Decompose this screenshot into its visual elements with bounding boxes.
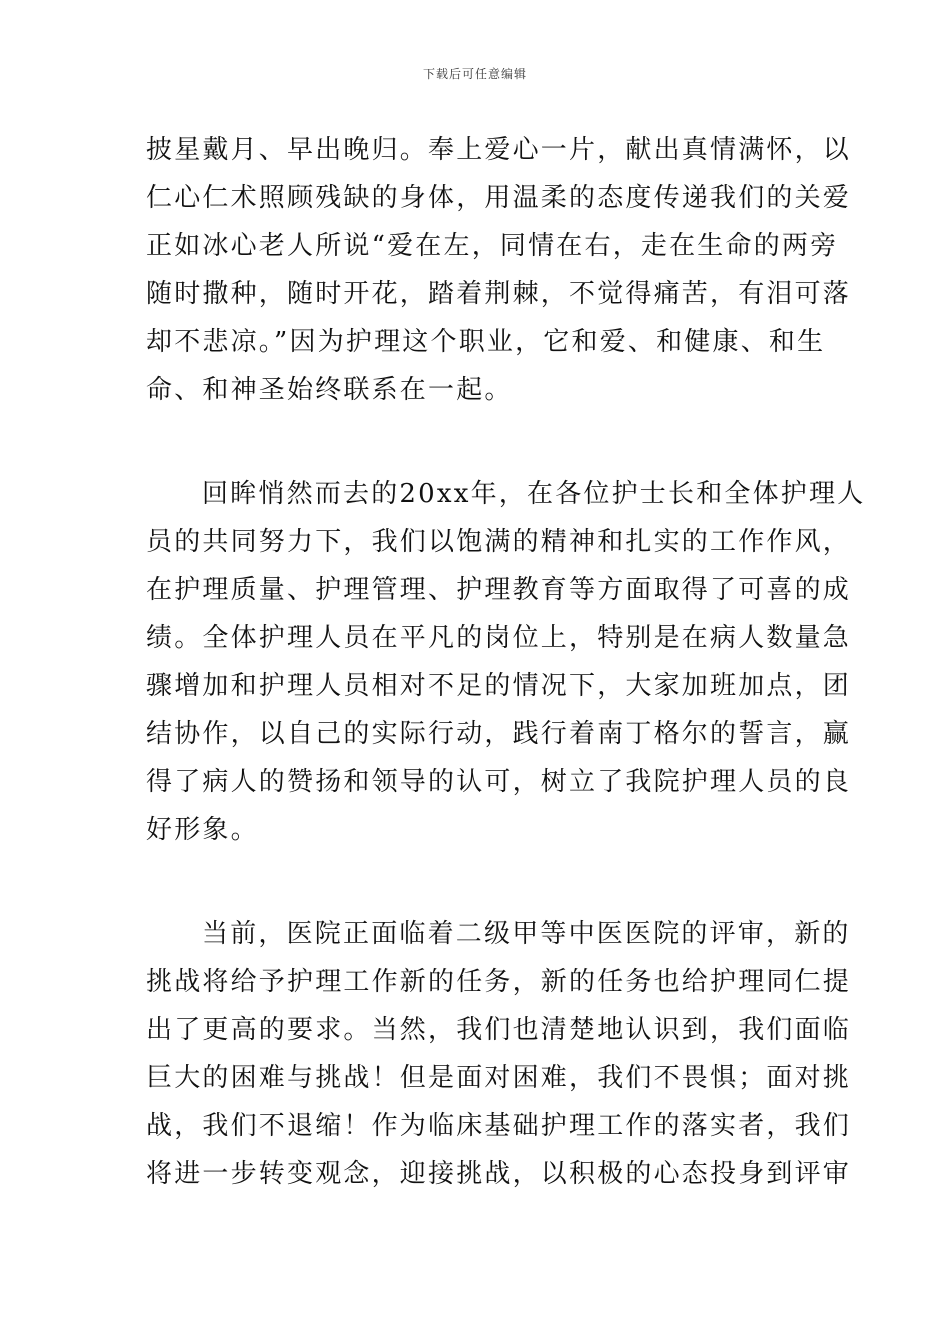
text-line: 将进一步转变观念，迎接挑战，以积极的心态投身到评审 (146, 1159, 852, 1189)
text-line: 结协作，以自己的实际行动，践行着南丁格尔的誓言，赢 (146, 719, 852, 749)
paragraph-spacer (146, 414, 806, 470)
text-line: 巨大的困难与挑战！但是面对困难，我们不畏惧；面对挑 (146, 1063, 852, 1093)
text-line: 命、和神圣始终联系在一起。 (146, 375, 513, 405)
text-line: 出了更高的要求。当然，我们也清楚地认识到，我们面临 (146, 1015, 852, 1045)
text-line: 员的共同努力下，我们以饱满的精神和扎实的工作作风， (146, 527, 852, 557)
text-line: 挑战将给予护理工作新的任务，新的任务也给护理同仁提 (146, 967, 852, 997)
text-line: 正如冰心老人所说“爱在左，同情在右，走在生命的两旁 (146, 231, 839, 261)
text-line: 在护理质量、护理管理、护理教育等方面取得了可喜的成 (146, 575, 852, 605)
text-line: 随时撒种，随时开花，踏着荆棘，不觉得痛苦，有泪可落 (146, 279, 852, 309)
paragraph-2 (146, 470, 866, 854)
paragraph-spacer (146, 854, 806, 910)
text-line: 战，我们不退缩！作为临床基础护理工作的落实者，我们 (146, 1111, 852, 1141)
paragraph-1 (146, 126, 852, 414)
text-line: 却不悲凉。”因为护理这个职业，它和爱、和健康、和生 (146, 327, 826, 357)
text-line: 回眸悄然而去的20xx年，在各位护士长和全体护理人 (202, 479, 866, 509)
document-body (146, 126, 866, 1198)
text-line: 骤增加和护理人员相对不足的情况下，大家加班加点，团 (146, 671, 852, 701)
text-line: 当前，医院正面临着二级甲等中医医院的评审，新的 (202, 919, 851, 949)
text-line: 披星戴月、早出晚归。奉上爱心一片，献出真情满怀，以 (146, 135, 852, 165)
paragraph-3 (146, 910, 852, 1198)
text-line: 好形象。 (146, 815, 259, 845)
page-header: 下载后可任意编辑 (422, 67, 527, 81)
text-line: 绩。全体护理人员在平凡的岗位上，特别是在病人数量急 (146, 623, 852, 653)
text-line: 得了病人的赞扬和领导的认可，树立了我院护理人员的良 (146, 767, 852, 797)
text-line: 仁心仁术照顾残缺的身体，用温柔的态度传递我们的关爱 (146, 183, 852, 213)
